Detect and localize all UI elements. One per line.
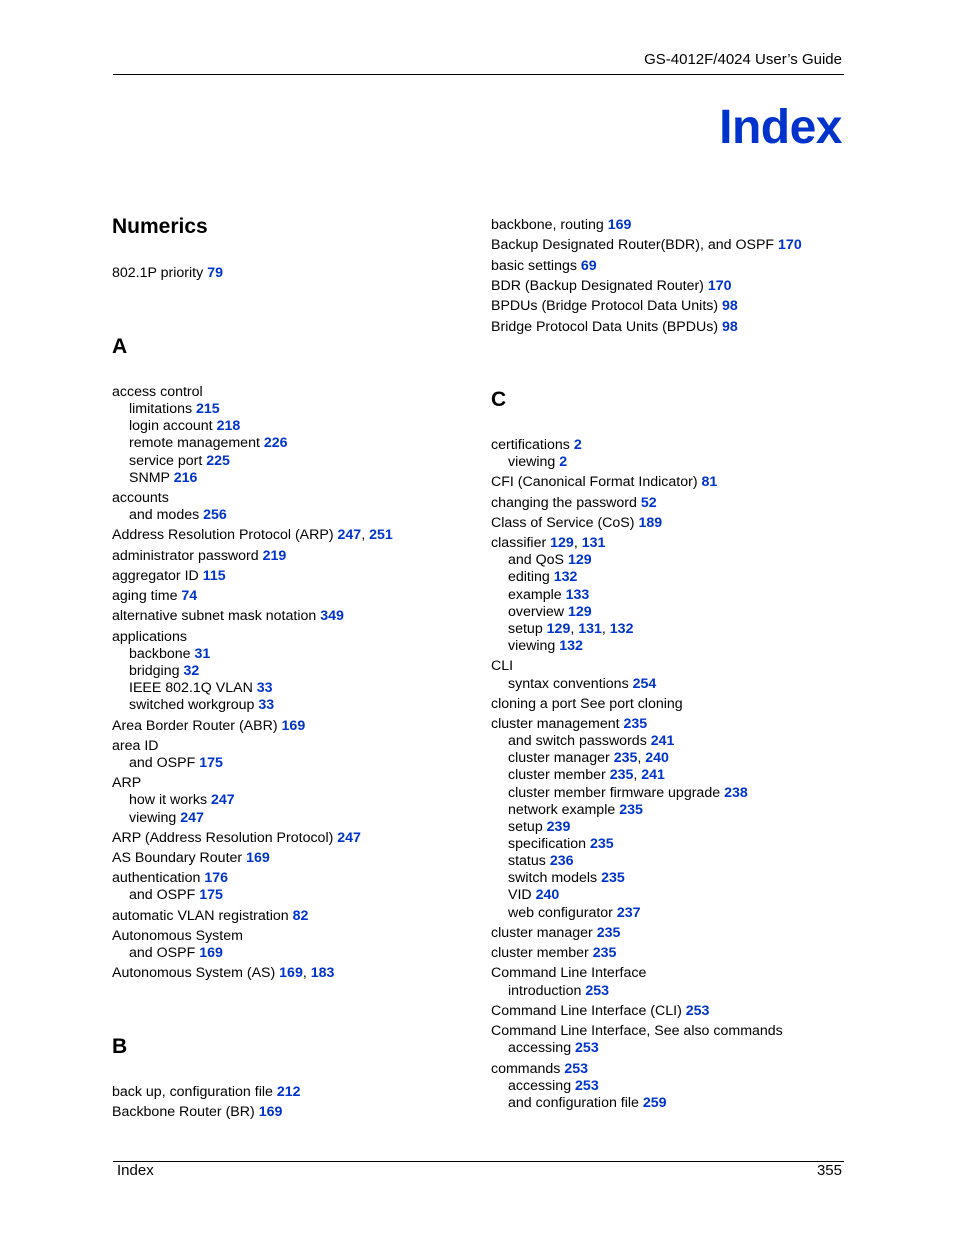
index-subentry xyxy=(508,853,573,870)
index-term: area ID xyxy=(112,738,159,754)
index-subentry xyxy=(129,945,223,962)
index-entry xyxy=(491,495,657,512)
page-link[interactable]: 235 xyxy=(590,836,614,852)
index-subentry xyxy=(508,785,748,802)
page-link[interactable]: 241 xyxy=(650,733,675,749)
page-link[interactable]: 132 xyxy=(609,621,634,637)
page-link[interactable]: 175 xyxy=(199,755,223,771)
index-term: and switch passwords xyxy=(508,733,647,749)
index-entry: classifier 129, 131 xyxy=(491,535,606,551)
index-term: specification xyxy=(508,836,587,852)
index-entry xyxy=(112,850,270,867)
index-entry xyxy=(112,568,226,585)
index-term: Address Resolution Protocol (ARP) xyxy=(112,527,334,543)
index-subentry xyxy=(129,680,273,697)
page-link[interactable]: 256 xyxy=(203,507,227,523)
index-term: Autonomous System xyxy=(112,928,243,944)
page-link[interactable]: 176 xyxy=(204,870,228,886)
index-term: backbone, routing xyxy=(491,217,604,233)
index-term: and OSPF xyxy=(129,945,196,961)
page-link[interactable]: 31 xyxy=(194,646,211,662)
page-link[interactable]: 2 xyxy=(559,454,568,470)
page-link[interactable]: 170 xyxy=(707,278,732,294)
index-subentry xyxy=(508,638,583,655)
page-title: Index xyxy=(719,101,842,154)
index-term: setup xyxy=(508,621,543,637)
index-subentry xyxy=(129,887,223,904)
index-entry xyxy=(112,775,141,792)
index-term: BPDUs (Bridge Protocol Data Units) xyxy=(491,298,719,314)
section-heading: B xyxy=(112,1035,128,1058)
page-link[interactable]: 215 xyxy=(196,401,220,417)
page-link[interactable]: 247 xyxy=(337,830,361,846)
index-term: syntax conventions xyxy=(508,676,629,692)
index-term: overview xyxy=(508,604,564,620)
index-term: access control xyxy=(112,384,203,400)
index-term: cluster manager xyxy=(508,750,610,766)
page-link[interactable]: 131 xyxy=(581,535,606,551)
footer-section: Index xyxy=(117,1162,154,1179)
page-link[interactable]: 226 xyxy=(263,435,288,451)
index-entry xyxy=(491,298,738,315)
index-term: CFI (Canonical Format Indicator) xyxy=(491,474,698,490)
page-link[interactable]: 235 xyxy=(613,750,638,766)
page-link[interactable]: 253 xyxy=(575,1040,599,1056)
index-term: and modes xyxy=(129,507,200,523)
page-link[interactable]: 253 xyxy=(575,1078,599,1094)
index-term: certifications xyxy=(491,437,570,453)
index-term: cluster manager xyxy=(491,925,593,941)
index-term: Backbone Router (BR) xyxy=(112,1104,255,1120)
section-heading: C xyxy=(491,388,507,411)
index-term: changing the password xyxy=(491,495,637,511)
page-link[interactable]: 131 xyxy=(578,621,602,637)
index-term: authentication xyxy=(112,870,201,886)
index-term: aggregator ID xyxy=(112,568,199,584)
page-link[interactable]: 253 xyxy=(585,983,609,999)
page-link[interactable]: 189 xyxy=(638,515,663,531)
index-term: status xyxy=(508,853,546,869)
page-link[interactable]: 132 xyxy=(553,569,578,585)
index-term: viewing xyxy=(508,454,556,470)
page-link[interactable]: 235 xyxy=(609,767,634,783)
index-entry xyxy=(112,490,169,507)
page-link[interactable]: 69 xyxy=(580,258,597,274)
index-subentry: setup 129, 131, 132 xyxy=(508,621,634,637)
page-link[interactable]: 247 xyxy=(180,810,204,826)
page-link[interactable]: 169 xyxy=(607,217,632,233)
index-entry xyxy=(491,437,582,454)
index-subentry xyxy=(129,507,227,524)
index-term: alternative subnet mask notation xyxy=(112,608,317,624)
index-term: BDR (Backup Designated Router) xyxy=(491,278,704,294)
index-term: Class of Service (CoS) xyxy=(491,515,635,531)
index-entry xyxy=(491,716,647,733)
index-entry xyxy=(491,658,513,675)
index-entry xyxy=(491,278,732,295)
page-link[interactable]: 235 xyxy=(592,945,617,961)
index-entry xyxy=(112,588,197,605)
page-link[interactable]: 82 xyxy=(292,908,309,924)
page-link[interactable]: 253 xyxy=(685,1003,710,1019)
index-entry xyxy=(491,945,616,962)
index-subentry xyxy=(508,905,641,922)
page-link[interactable]: 218 xyxy=(216,418,241,434)
index-entry xyxy=(491,258,597,275)
page-link[interactable]: 169 xyxy=(199,945,223,961)
index-term: SNMP xyxy=(129,470,170,486)
index-entry xyxy=(491,474,717,491)
index-subentry xyxy=(508,983,609,1000)
page-link[interactable]: 133 xyxy=(565,587,590,603)
index-subentry xyxy=(508,569,577,586)
index-term: switched workgroup xyxy=(129,697,255,713)
index-term: introduction xyxy=(508,983,582,999)
page-link[interactable]: 240 xyxy=(535,887,560,903)
page-link[interactable]: 129 xyxy=(567,604,592,620)
index-entry xyxy=(491,237,802,254)
page-link[interactable]: 81 xyxy=(701,474,718,490)
header-divider xyxy=(113,74,844,75)
page-link[interactable]: 169 xyxy=(281,718,306,734)
index-subentry xyxy=(508,887,559,904)
index-subentry xyxy=(129,697,274,714)
index-subentry xyxy=(129,755,223,772)
index-term: accessing xyxy=(508,1040,572,1056)
index-subentry xyxy=(508,1095,667,1112)
index-term: Autonomous System (AS) xyxy=(112,965,276,981)
index-term: CLI xyxy=(491,658,514,674)
index-entry xyxy=(112,1084,301,1101)
index-entry xyxy=(112,928,243,945)
index-term: cloning a port See port cloning xyxy=(491,696,683,712)
page-link[interactable]: 129 xyxy=(567,552,592,568)
index-term: AS Boundary Router xyxy=(112,850,243,866)
index-entry xyxy=(491,925,620,942)
page-link[interactable]: 235 xyxy=(601,870,625,886)
page-link[interactable]: 235 xyxy=(623,716,648,732)
index-subentry xyxy=(508,733,674,750)
page-link[interactable]: 240 xyxy=(645,750,669,766)
page-link[interactable]: 132 xyxy=(559,638,583,654)
page-link[interactable]: 115 xyxy=(202,568,226,584)
index-term: cluster member xyxy=(491,945,589,961)
page-link[interactable]: 239 xyxy=(546,819,571,835)
section-heading: A xyxy=(112,335,128,358)
index-term: remote management xyxy=(129,435,260,451)
index-term: example xyxy=(508,587,562,603)
index-term: IEEE 802.1Q VLAN xyxy=(129,680,253,696)
index-term: Command Line Interface xyxy=(491,965,647,981)
index-term: editing xyxy=(508,569,550,585)
page-link[interactable]: 129 xyxy=(546,621,571,637)
index-entry xyxy=(112,384,203,401)
page-link[interactable]: 238 xyxy=(724,785,748,801)
index-subentry xyxy=(508,676,656,693)
index-entry xyxy=(112,718,305,735)
index-term: ARP xyxy=(112,775,142,791)
index-term: and QoS xyxy=(508,552,565,568)
index-term: Area Border Router (ABR) xyxy=(112,718,278,734)
page-link[interactable]: 183 xyxy=(310,965,335,981)
index-entry: Autonomous System (AS) 169, 183 xyxy=(112,965,335,981)
page-link[interactable]: 247 xyxy=(211,792,235,808)
index-entry xyxy=(491,1023,783,1040)
index-entry xyxy=(491,1003,709,1020)
index-entry xyxy=(491,217,631,234)
index-term: back up, configuration file xyxy=(112,1084,273,1100)
index-term: cluster member firmware upgrade xyxy=(508,785,721,801)
index-entry xyxy=(491,515,662,532)
index-subentry xyxy=(129,435,288,452)
page-link[interactable]: 236 xyxy=(549,853,574,869)
index-subentry: cluster manager 235, 240 xyxy=(508,750,669,766)
index-term: limitations xyxy=(129,401,193,417)
index-subentry xyxy=(508,836,614,853)
index-term: setup xyxy=(508,819,543,835)
index-term: Backup Designated Router(BDR), and OSPF xyxy=(491,237,775,253)
index-term: how it works xyxy=(129,792,208,808)
index-term: automatic VLAN registration xyxy=(112,908,289,924)
page-number: 355 xyxy=(816,1162,842,1179)
index-term: network example xyxy=(508,802,616,818)
index-term: web configurator xyxy=(508,905,613,921)
page-link[interactable]: 247 xyxy=(337,527,362,543)
index-term: and OSPF xyxy=(129,755,196,771)
index-term: Command Line Interface (CLI) xyxy=(491,1003,682,1019)
index-subentry xyxy=(129,810,204,827)
index-entry xyxy=(491,696,683,713)
page-link[interactable]: 32 xyxy=(183,663,200,679)
index-subentry xyxy=(508,604,592,621)
page-link[interactable]: 254 xyxy=(632,676,657,692)
page-link[interactable]: 74 xyxy=(181,588,198,604)
page-link[interactable]: 98 xyxy=(722,298,738,314)
index-entry: Address Resolution Protocol (ARP) 247, 251 xyxy=(112,527,393,543)
index-term: 802.1P priority xyxy=(112,265,204,281)
index-term: commands xyxy=(491,1061,561,1077)
index-subentry xyxy=(508,454,567,471)
page-link[interactable]: 79 xyxy=(207,265,223,281)
footer-divider xyxy=(113,1161,844,1162)
page-link[interactable]: 237 xyxy=(616,905,641,921)
page-link[interactable]: 169 xyxy=(279,965,303,981)
index-entry xyxy=(112,908,308,925)
index-term: aging time xyxy=(112,588,178,604)
page-link[interactable]: 349 xyxy=(320,608,344,624)
index-entry xyxy=(491,1061,588,1078)
index-subentry xyxy=(129,418,240,435)
index-term: bridging xyxy=(129,663,180,679)
page-link[interactable]: 33 xyxy=(258,697,275,713)
index-term: login account xyxy=(129,418,213,434)
page-link[interactable]: 52 xyxy=(640,495,657,511)
page-link[interactable]: 219 xyxy=(262,548,287,564)
index-subentry xyxy=(129,646,210,663)
index-subentry xyxy=(508,1040,599,1057)
index-term: switch models xyxy=(508,870,598,886)
index-term: accessing xyxy=(508,1078,572,1094)
page-link[interactable]: 235 xyxy=(596,925,621,941)
index-term: basic settings xyxy=(491,258,577,274)
index-subentry xyxy=(129,470,197,487)
index-subentry xyxy=(129,792,235,809)
index-subentry xyxy=(129,663,199,680)
index-entry xyxy=(491,319,738,336)
page-link[interactable]: 216 xyxy=(173,470,198,486)
index-term: viewing xyxy=(129,810,177,826)
index-entry xyxy=(112,1104,282,1121)
index-subentry xyxy=(508,587,589,604)
guide-title: GS-4012F/4024 User’s Guide xyxy=(644,51,842,68)
page-link[interactable]: 253 xyxy=(564,1061,589,1077)
index-subentry xyxy=(129,453,230,470)
index-term: service port xyxy=(129,453,203,469)
index-entry xyxy=(112,608,344,625)
page-link[interactable]: 2 xyxy=(573,437,582,453)
index-subentry: cluster member 235, 241 xyxy=(508,767,665,783)
page-link[interactable]: 259 xyxy=(642,1095,667,1111)
index-term: and configuration file xyxy=(508,1095,639,1111)
index-entry xyxy=(112,265,223,282)
index-subentry xyxy=(508,802,643,819)
index-entry xyxy=(112,830,361,847)
page-link[interactable]: 175 xyxy=(199,887,223,903)
index-subentry xyxy=(508,552,592,569)
index-subentry xyxy=(508,819,570,836)
index-subentry xyxy=(508,870,625,887)
index-term: and OSPF xyxy=(129,887,196,903)
section-heading: Numerics xyxy=(112,215,208,238)
index-term: cluster member xyxy=(508,767,606,783)
page-link[interactable]: 251 xyxy=(369,527,393,543)
index-term: accounts xyxy=(112,490,169,506)
index-entry xyxy=(112,870,228,887)
index-term: classifier xyxy=(491,535,547,551)
index-term: administrator password xyxy=(112,548,259,564)
index-entry xyxy=(112,738,159,755)
index-entry xyxy=(112,548,286,565)
index-term: ARP (Address Resolution Protocol) xyxy=(112,830,334,846)
index-subentry xyxy=(508,1078,599,1095)
index-term: VID xyxy=(508,887,532,903)
index-term: applications xyxy=(112,629,187,645)
page-link[interactable]: 235 xyxy=(619,802,643,818)
page-link[interactable]: 33 xyxy=(256,680,273,696)
index-term: Command Line Interface, See also commands xyxy=(491,1023,783,1039)
page-link[interactable]: 169 xyxy=(258,1104,283,1120)
index-term: viewing xyxy=(508,638,556,654)
page-link[interactable]: 212 xyxy=(276,1084,301,1100)
index-term: backbone xyxy=(129,646,191,662)
index-subentry xyxy=(129,401,220,418)
page-link[interactable]: 169 xyxy=(246,850,270,866)
index-term: Bridge Protocol Data Units (BPDUs) xyxy=(491,319,719,335)
index-entry xyxy=(491,965,646,982)
index-term: cluster management xyxy=(491,716,620,732)
page-link[interactable]: 170 xyxy=(778,237,802,253)
page-link[interactable]: 98 xyxy=(722,319,738,335)
page-link[interactable]: 129 xyxy=(550,535,574,551)
index-entry xyxy=(112,629,187,646)
page-link[interactable]: 241 xyxy=(641,767,665,783)
page-link[interactable]: 225 xyxy=(206,453,230,469)
